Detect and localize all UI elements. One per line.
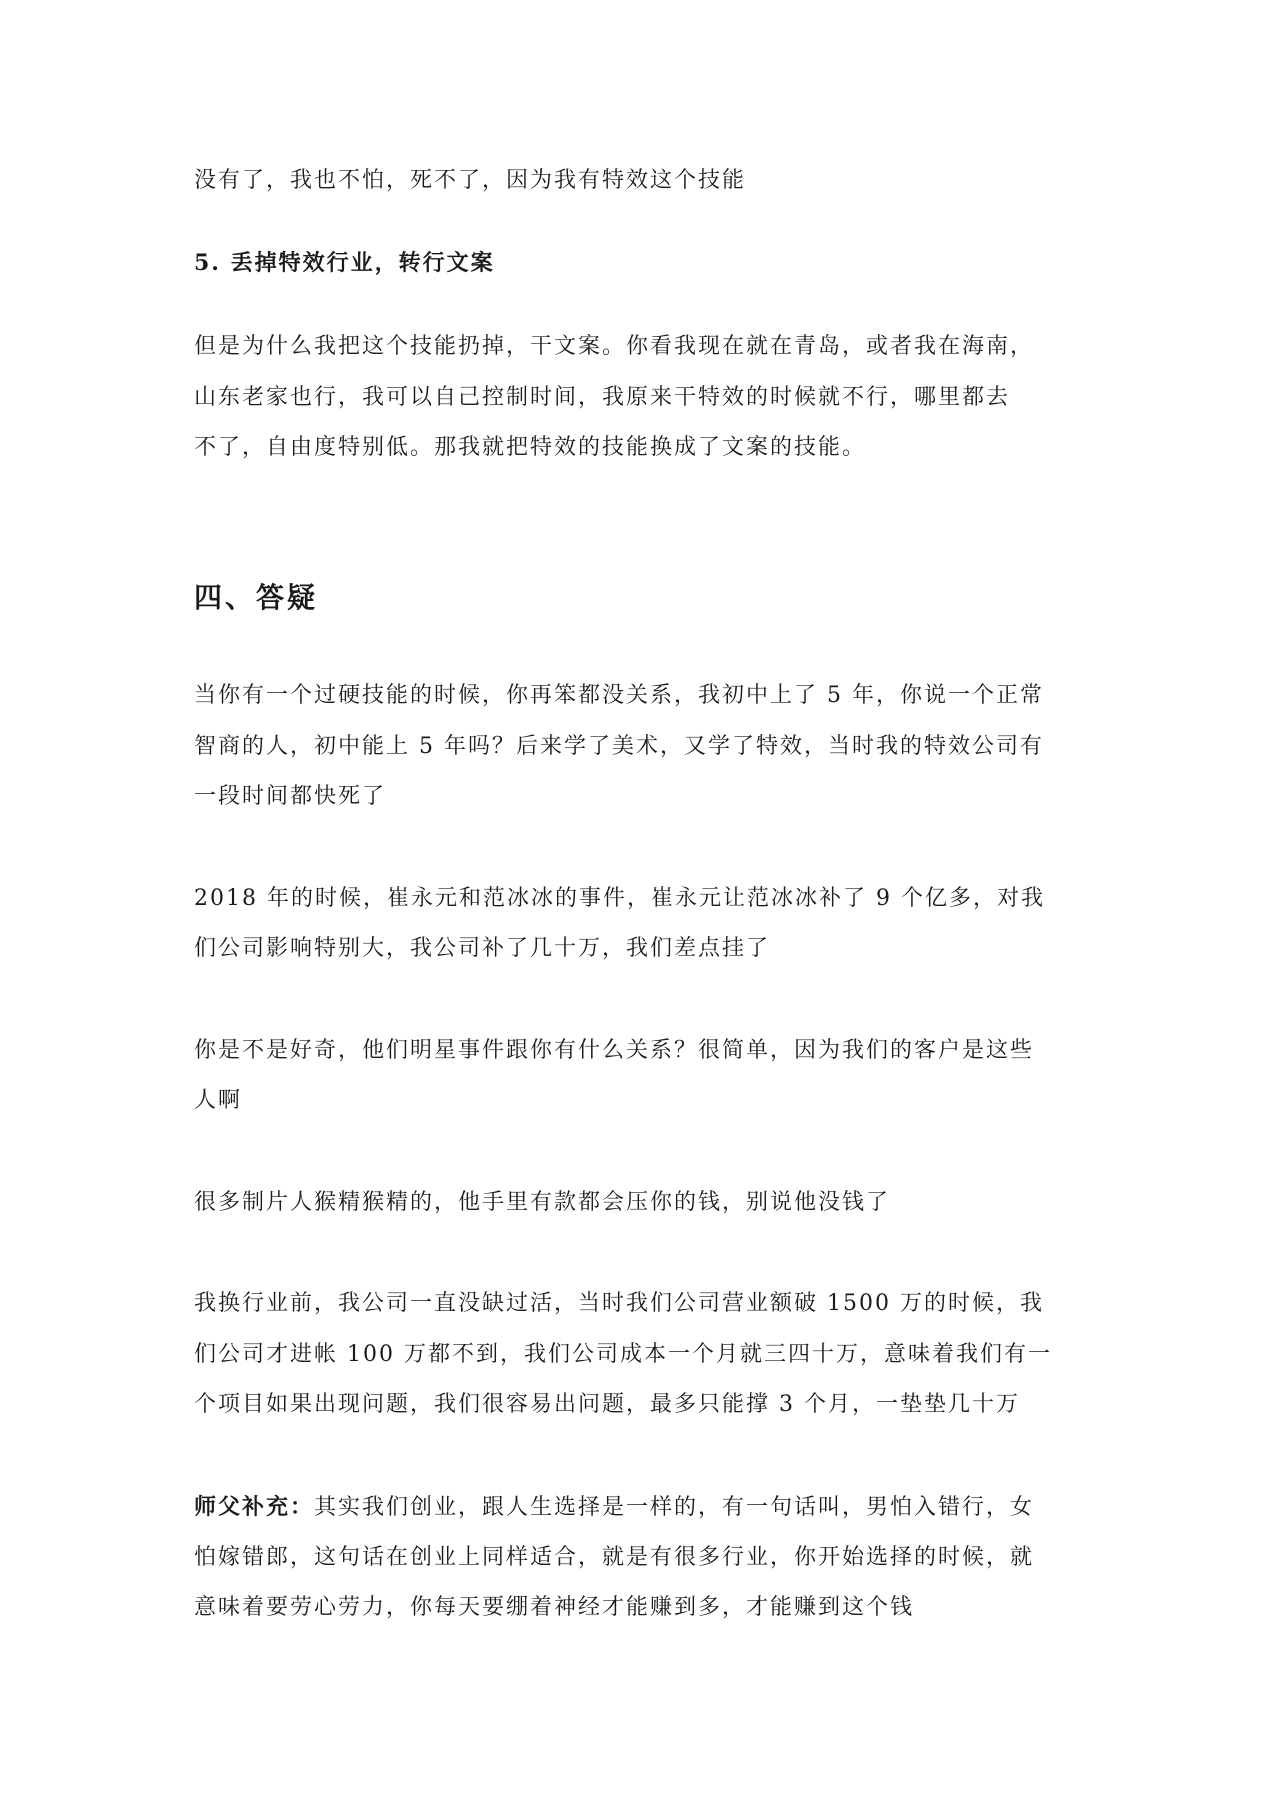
paragraph-line: 们公司影响特别大，我公司补了几十万，我们差点挂了 [194,936,771,961]
paragraph-line: 人啊 [194,1088,243,1113]
paragraph-line: 我换行业前，我公司一直没缺过活，当时我们公司营业额破 1500 万的时候，我 [194,1291,1044,1316]
paragraph-line: 智商的人，初中能上 5 年吗？后来学了美术，又学了特效，当时我的特效公司有 [194,734,1044,759]
paragraph-line: 怕嫁错郎，这句话在创业上同样适合，就是有很多行业，你开始选择的时候，就 [194,1545,1035,1570]
paragraph-line: 你是不是好奇，他们明星事件跟你有什么关系？很简单，因为我们的客户是这些 [194,1038,1035,1063]
paragraph-line: 没有了，我也不怕，死不了，因为我有特效这个技能 [194,168,747,193]
supplement-label: 师父补充： [194,1494,315,1520]
paragraph-line: 不了，自由度特别低。那我就把特效的技能换成了文案的技能。 [194,435,867,460]
subheading: 5. 丢掉特效行业，转行文案 [194,250,495,276]
paragraph-line: 们公司才进帐 100 万都不到，我们公司成本一个月就三四十万，意味着我们有一 [194,1342,1052,1367]
paragraph-line: 一段时间都快死了 [194,784,387,809]
paragraph-line: 但是为什么我把这个技能扔掉，干文案。你看我现在就在青岛，或者我在海南， [194,334,1035,359]
section-heading: 四、答疑 [194,581,319,614]
paragraph-line: 2018 年的时候，崔永元和范冰冰的事件，崔永元让范冰冰补了 9 个亿多，对我 [194,886,1045,911]
paragraph-line: 个项目如果出现问题，我们很容易出问题，最多只能撑 3 个月，一垫垫几十万 [194,1392,1020,1417]
paragraph-line: 意味着要劳心劳力，你每天要绷着神经才能赚到多，才能赚到这个钱 [194,1595,915,1620]
paragraph-line: 山东老家也行，我可以自己控制时间，我原来干特效的时候就不行，哪里都去 [194,385,1011,410]
paragraph-line: 很多制片人猴精猴精的，他手里有款都会压你的钱，别说他没钱了 [194,1190,891,1215]
paragraph-text: 其实我们创业，跟人生选择是一样的，有一句话叫，男怕入错行，女 [314,1495,1035,1520]
paragraph-line [194,1492,1034,1523]
paragraph-line: 当你有一个过硬技能的时候，你再笨都没关系，我初中上了 5 年，你说一个正常 [194,683,1044,708]
